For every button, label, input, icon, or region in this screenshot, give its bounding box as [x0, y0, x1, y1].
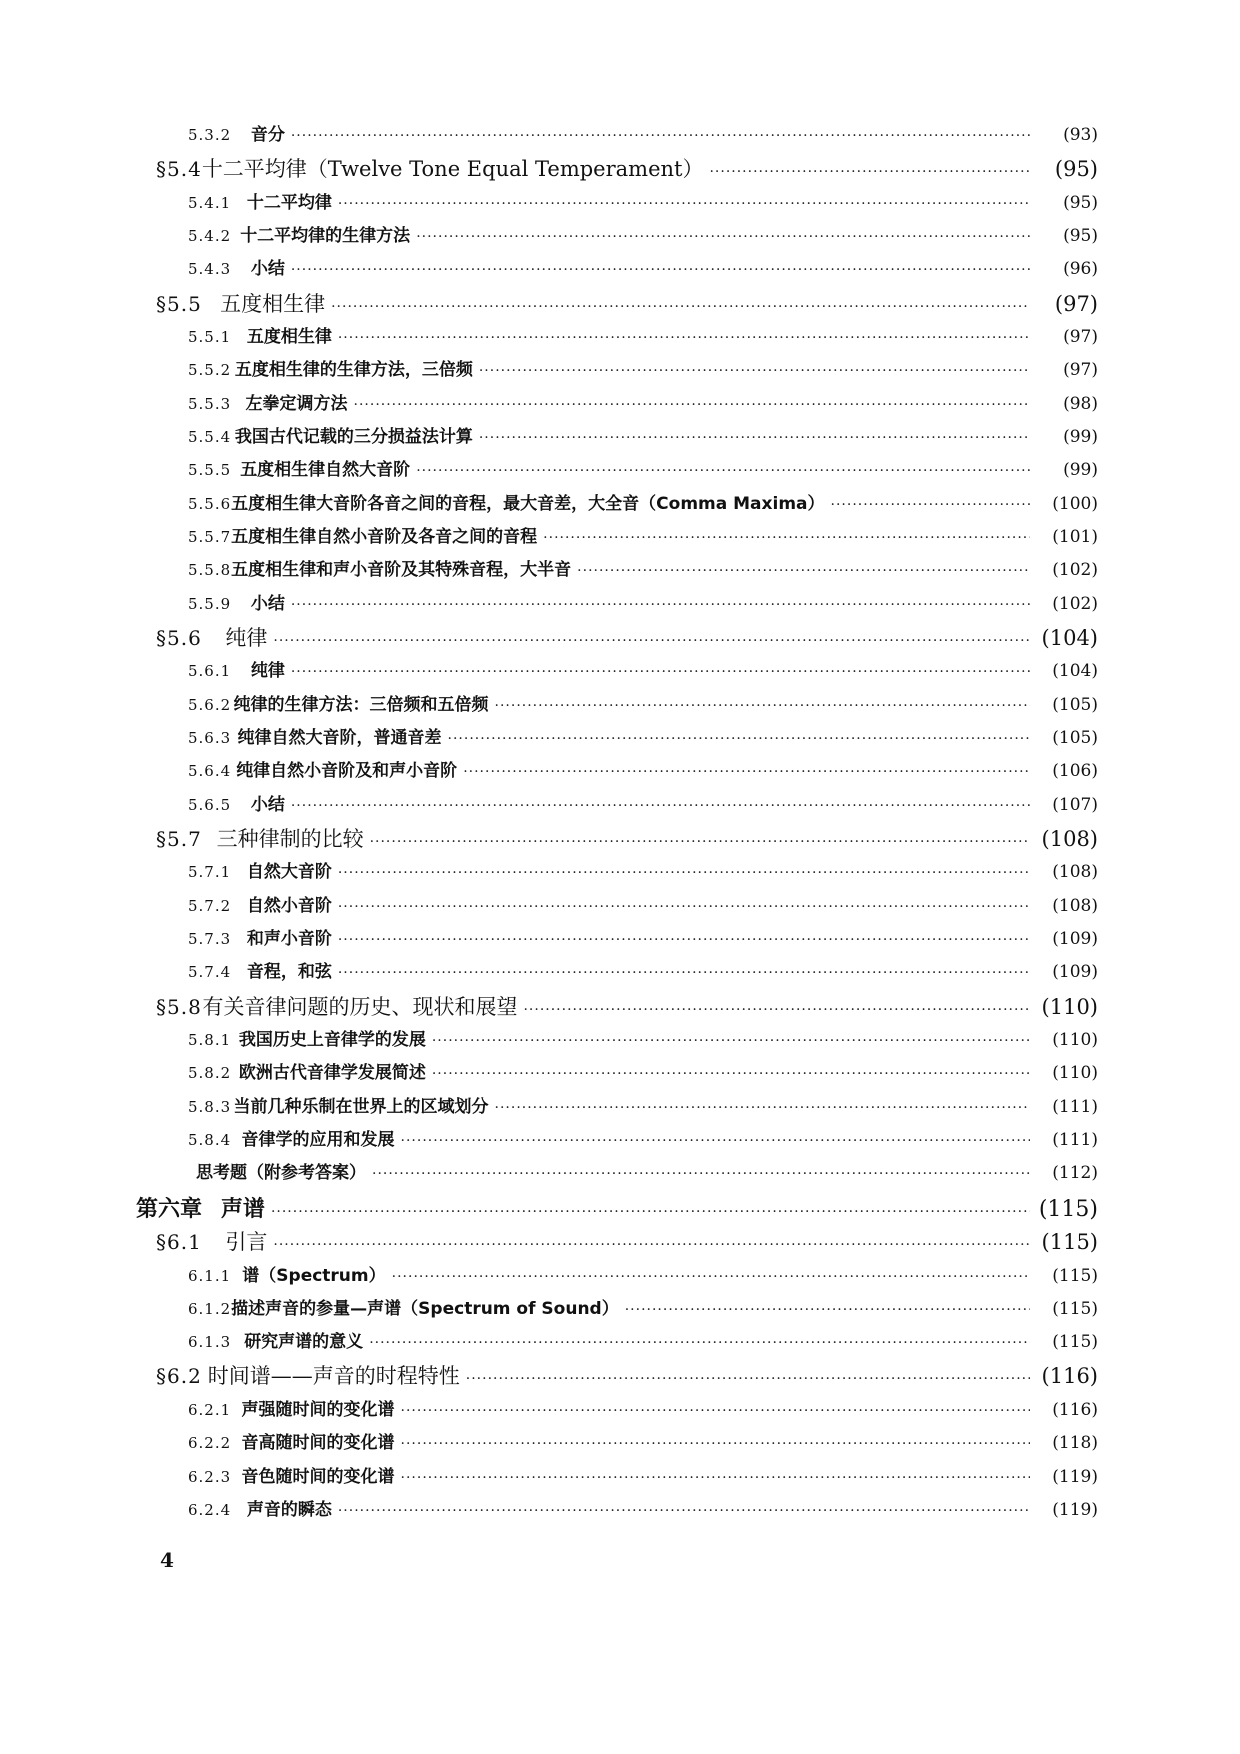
toc-entry-number: 5.4.3	[188, 260, 232, 279]
toc-entry-number: 5.6.1	[188, 662, 232, 681]
dot-leader	[625, 1302, 1030, 1318]
dot-leader	[291, 262, 1030, 278]
toc-entry-number: §5.8	[156, 994, 202, 1019]
toc-entry-page: (105)	[1052, 727, 1098, 748]
toc-entry	[0, 1025, 1098, 1058]
toc-entry-page: (110)	[1041, 994, 1098, 1019]
dot-leader	[369, 1335, 1030, 1351]
toc-entry	[0, 1294, 1098, 1327]
toc-entry-title: 思考题（附参考答案）	[196, 1163, 366, 1184]
toc-entry-page: (102)	[1052, 593, 1098, 614]
toc-entry-page: (100)	[1052, 493, 1098, 514]
toc-entry-page: (108)	[1052, 895, 1098, 916]
toc-entry	[0, 120, 1098, 153]
toc-entry	[0, 991, 1098, 1026]
dot-leader	[479, 363, 1030, 379]
toc-entry-number: 5.8.2	[188, 1064, 232, 1083]
toc-entry-title: 纯律自然大音阶，普通音差	[237, 727, 442, 748]
toc-entry-title: 自然小音阶	[246, 895, 332, 916]
toc-entry-page: (104)	[1041, 625, 1098, 650]
toc-entry-title: 有关音律问题的历史、现状和展望	[202, 994, 518, 1019]
dot-leader	[448, 731, 1030, 747]
toc-entry-page: (106)	[1052, 761, 1098, 782]
toc-entry-number: §5.5	[156, 291, 202, 316]
toc-entry-number: 5.7.3	[188, 929, 232, 948]
toc-entry-page: (93)	[1063, 125, 1098, 145]
toc-entry-number: 5.5.2	[188, 361, 232, 380]
toc-entry-page: (95)	[1063, 192, 1098, 213]
toc-entry-title: 音律学的应用和发展	[241, 1129, 395, 1150]
dot-leader	[273, 633, 1030, 649]
toc-entry-number: 6.2.1	[188, 1400, 232, 1419]
dot-leader	[463, 764, 1030, 780]
toc-entry-number: 5.5.4	[188, 428, 232, 447]
toc-entry-page: (97)	[1063, 327, 1098, 348]
toc-entry-page: (107)	[1052, 794, 1098, 815]
toc-entry-page: (109)	[1052, 928, 1098, 949]
toc-entry	[0, 1395, 1098, 1428]
toc-entry	[0, 1192, 1098, 1227]
toc-entry-page: (115)	[1052, 1265, 1098, 1286]
toc-entry	[0, 790, 1098, 823]
toc-entry-title: 小结	[250, 593, 285, 614]
toc-entry-page: (99)	[1063, 427, 1098, 448]
toc-entry-page: (111)	[1052, 1129, 1098, 1150]
toc-entry-title: 五度相生律自然大音阶	[240, 460, 411, 481]
toc-entry	[0, 355, 1098, 388]
dot-leader	[338, 1503, 1030, 1519]
toc-entry-title: 三种律制的比较	[216, 826, 364, 851]
toc-entry	[0, 1092, 1098, 1125]
toc-entry-page: (115)	[1052, 1332, 1098, 1353]
toc-entry-title: 纯律的生律方法：三倍频和五倍频	[233, 694, 489, 715]
toc-entry-number: 6.1.1	[188, 1266, 232, 1285]
toc-entry-title: 小结	[250, 794, 285, 815]
toc-entry	[0, 1327, 1098, 1360]
toc-entry-title: 自然大音阶	[246, 862, 332, 883]
toc-entry	[0, 1058, 1098, 1091]
dot-leader	[495, 1100, 1030, 1116]
dot-leader	[291, 798, 1030, 814]
toc-entry-number: 5.5.8	[188, 561, 232, 580]
toc-entry-number: §6.2	[156, 1364, 202, 1389]
toc-entry-number: §5.4	[156, 157, 202, 182]
toc-entry-page: (95)	[1063, 226, 1098, 247]
toc-entry	[0, 188, 1098, 221]
toc-entry-title: 十二平均律的生律方法	[240, 226, 411, 247]
toc-entry	[0, 489, 1098, 522]
toc-entry-page: (101)	[1052, 526, 1098, 547]
toc-entry	[0, 891, 1098, 924]
toc-entry	[0, 1428, 1098, 1461]
toc-entry	[0, 924, 1098, 957]
toc-entry-page: (109)	[1052, 962, 1098, 983]
toc-entry-page: (110)	[1052, 1030, 1098, 1051]
toc-entry-page: (119)	[1052, 1499, 1098, 1520]
toc-entry-number: 5.5.6	[188, 494, 232, 513]
toc-entry-page: (104)	[1052, 661, 1098, 682]
dot-leader	[432, 1033, 1030, 1049]
toc-entry-number: 5.7.4	[188, 963, 232, 982]
toc-entry	[0, 589, 1098, 622]
dot-leader	[338, 932, 1030, 948]
toc-entry-number: 6.2.4	[188, 1500, 232, 1519]
toc-entry-page: (112)	[1052, 1163, 1098, 1184]
dot-leader	[271, 1204, 1030, 1220]
toc-entry-number: 5.5.9	[188, 594, 232, 613]
toc-entry-page: (105)	[1052, 694, 1098, 715]
toc-entry-title: 声谱	[220, 1196, 265, 1222]
dot-leader	[401, 1470, 1030, 1486]
toc-entry	[0, 823, 1098, 858]
dot-leader	[354, 397, 1030, 413]
toc-entry-number: 5.5.1	[188, 328, 232, 347]
toc-entry-title: 音分	[250, 125, 285, 145]
toc-entry-page: (115)	[1041, 1230, 1098, 1255]
toc-entry	[0, 756, 1098, 789]
toc-entry-page: (111)	[1052, 1096, 1098, 1117]
toc-entry-number: 5.5.3	[188, 394, 232, 413]
dot-leader	[392, 1269, 1030, 1285]
toc-entry-number: 5.8.4	[188, 1130, 232, 1149]
toc-entry	[0, 322, 1098, 355]
toc-entry-title: 十二平均律	[246, 192, 332, 213]
toc-entry	[0, 153, 1098, 188]
toc-entry-page: (108)	[1041, 826, 1098, 851]
toc-entry-title: 描述声音的参量—声谱（Spectrum of Sound）	[231, 1298, 619, 1319]
dot-leader	[331, 299, 1030, 315]
toc-entry-title: 音程，和弦	[246, 962, 332, 983]
toc-entry	[0, 857, 1098, 890]
toc-entry-page: (97)	[1054, 291, 1098, 316]
dot-leader	[338, 330, 1030, 346]
toc-entry	[0, 656, 1098, 689]
toc-entry-title: 音色随时间的变化谱	[241, 1466, 395, 1487]
toc-entry-page: (108)	[1052, 862, 1098, 883]
toc-entry	[0, 555, 1098, 588]
dot-leader	[432, 1066, 1030, 1082]
toc-entry-title: 十二平均律（Twelve Tone Equal Temperament）	[201, 157, 704, 182]
toc-entry-title: 声音的瞬态	[246, 1499, 332, 1520]
dot-leader	[416, 463, 1030, 479]
toc-entry-number: 6.2.2	[188, 1434, 232, 1453]
toc-entry-title: 纯律	[250, 661, 285, 682]
toc-entry-number: 5.7.1	[188, 863, 232, 882]
dot-leader	[401, 1403, 1030, 1419]
toc-entry	[0, 690, 1098, 723]
toc-entry-number: 5.8.1	[188, 1031, 232, 1050]
toc-entry-page: (115)	[1052, 1298, 1098, 1319]
table-of-contents	[0, 120, 1240, 1528]
toc-entry-number: 5.6.4	[188, 762, 232, 781]
toc-entry-title: 音高随时间的变化谱	[241, 1433, 395, 1454]
toc-entry-page: (95)	[1054, 157, 1098, 182]
toc-entry-number: 5.5.7	[188, 527, 232, 546]
toc-entry-page: (116)	[1041, 1364, 1098, 1389]
toc-entry-number: 5.6.3	[188, 728, 232, 747]
toc-entry	[0, 957, 1098, 990]
dot-leader	[466, 1371, 1030, 1387]
toc-entry-number: 5.6.2	[188, 695, 232, 714]
toc-entry-number: §5.6	[156, 625, 202, 650]
toc-entry	[0, 422, 1098, 455]
dot-leader	[291, 128, 1030, 144]
toc-entry-title: 我国历史上音律学的发展	[238, 1030, 426, 1051]
toc-entry-title: 欧洲古代音律学发展简述	[238, 1063, 426, 1084]
dot-leader	[543, 530, 1030, 546]
toc-entry-number: 5.3.2	[188, 126, 232, 144]
toc-entry-title: 我国古代记载的三分损益法计算	[234, 427, 473, 448]
toc-entry-number: 6.2.3	[188, 1467, 232, 1486]
toc-entry-title: 谱（Spectrum）	[242, 1265, 386, 1286]
toc-entry-page: (99)	[1063, 460, 1098, 481]
toc-entry-page: (102)	[1052, 560, 1098, 581]
dot-leader	[338, 196, 1030, 212]
toc-entry-title: 纯律自然小音阶及和声小音阶	[236, 761, 458, 782]
dot-leader	[479, 430, 1030, 446]
toc-entry	[0, 522, 1098, 555]
dot-leader	[338, 865, 1030, 881]
toc-entry	[0, 1158, 1098, 1191]
toc-entry	[0, 288, 1098, 323]
toc-entry-title: 五度相生律的生律方法，三倍频	[234, 360, 473, 381]
toc-entry-number: 5.7.2	[188, 896, 232, 915]
toc-entry-number: 5.4.2	[188, 227, 232, 246]
toc-entry-page: (96)	[1063, 259, 1098, 280]
toc-entry	[0, 1261, 1098, 1294]
toc-entry	[0, 1495, 1098, 1528]
toc-entry-title: 五度相生律和声小音阶及其特殊音程，大半音	[231, 560, 572, 581]
toc-entry-number: 5.8.3	[188, 1097, 232, 1116]
dot-leader	[291, 597, 1030, 613]
toc-entry	[0, 1226, 1098, 1261]
toc-entry-page: (110)	[1052, 1063, 1098, 1084]
dot-leader	[372, 1166, 1030, 1182]
toc-entry-number: 第六章	[136, 1196, 203, 1222]
toc-entry-page: (115)	[1038, 1196, 1098, 1222]
dot-leader	[273, 1237, 1030, 1253]
dot-leader	[831, 497, 1030, 513]
toc-entry-number: 5.6.5	[188, 795, 232, 814]
toc-entry-number: 5.4.1	[188, 193, 232, 212]
dot-leader	[523, 1002, 1030, 1018]
dot-leader	[577, 563, 1030, 579]
toc-entry-title: 五度相生律	[220, 291, 326, 316]
toc-entry	[0, 254, 1098, 287]
toc-entry-number: 6.1.2	[188, 1299, 232, 1318]
toc-entry-title: 研究声谱的意义	[244, 1332, 364, 1353]
dot-leader	[370, 834, 1030, 850]
toc-entry-title: 五度相生律大音阶各音之间的音程，最大音差，大全音（Comma Maxima）	[231, 493, 825, 514]
toc-entry-title: 和声小音阶	[246, 928, 332, 949]
toc-entry-number: §6.1	[156, 1230, 202, 1255]
toc-entry-title: 当前几种乐制在世界上的区域划分	[233, 1096, 489, 1117]
toc-entry	[0, 455, 1098, 488]
toc-entry-number: 5.5.5	[188, 461, 232, 480]
dot-leader	[401, 1436, 1030, 1452]
toc-entry-page: (97)	[1063, 360, 1098, 381]
page-number: 4	[160, 1548, 174, 1572]
dot-leader	[416, 229, 1030, 245]
toc-entry-number: 6.1.3	[188, 1333, 232, 1352]
toc-entry	[0, 622, 1098, 657]
toc-entry-title: 左拳定调方法	[245, 393, 348, 414]
toc-entry-title: 时间谱——声音的时程特性	[207, 1364, 460, 1389]
toc-entry-title: 五度相生律	[246, 327, 332, 348]
dot-leader	[495, 698, 1030, 714]
toc-entry-page: (118)	[1052, 1433, 1098, 1454]
toc-entry-page: (98)	[1063, 393, 1098, 414]
dot-leader	[338, 965, 1030, 981]
dot-leader	[709, 164, 1030, 180]
toc-entry-page: (119)	[1052, 1466, 1098, 1487]
toc-entry-title: 小结	[250, 259, 285, 280]
toc-entry-page: (116)	[1052, 1399, 1098, 1420]
dot-leader	[401, 1133, 1030, 1149]
toc-entry	[0, 221, 1098, 254]
toc-entry	[0, 1125, 1098, 1158]
toc-entry-title: 引言	[225, 1230, 268, 1255]
toc-entry-title: 纯律	[225, 625, 268, 650]
dot-leader	[338, 899, 1030, 915]
dot-leader	[291, 664, 1030, 680]
toc-entry	[0, 1462, 1098, 1495]
toc-entry-title: 声强随时间的变化谱	[241, 1399, 395, 1420]
toc-entry-number: §5.7	[156, 826, 202, 851]
toc-entry	[0, 389, 1098, 422]
toc-entry-title: 五度相生律自然小音阶及各音之间的音程	[231, 526, 538, 547]
toc-entry	[0, 723, 1098, 756]
toc-entry	[0, 1360, 1098, 1395]
